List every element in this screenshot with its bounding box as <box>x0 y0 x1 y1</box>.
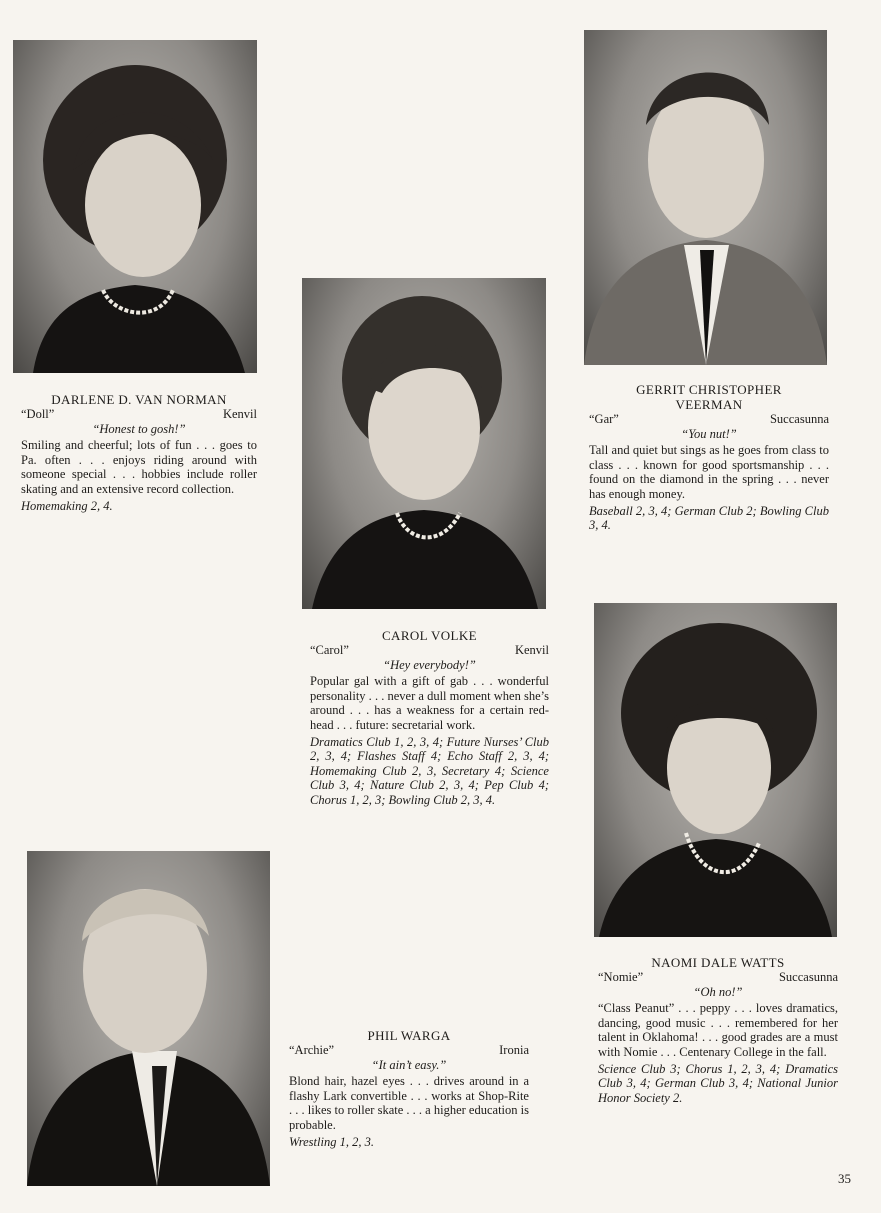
student-town: Ironia <box>499 1043 529 1057</box>
page-number: 35 <box>838 1171 851 1186</box>
student-activities: Homemaking 2, 4. <box>21 498 113 513</box>
student-motto: “You nut!” <box>681 426 737 441</box>
student-motto: “It ain’t easy.” <box>371 1057 447 1072</box>
student-activities: Baseball 2, 3, 4; German Club 2; Bowling Club 3, 4. <box>589 503 829 533</box>
student-nickname: “Gar” <box>589 412 619 426</box>
student-entry-darlene <box>21 392 257 513</box>
student-entry-naomi <box>598 955 838 1105</box>
student-motto: “Oh no!” <box>693 984 743 999</box>
student-bio: Blond hair, hazel eyes . . . drives around in a flashy Lark convertible . . . works at Shop-Rite . . . likes to roller skate . . . a higher education is probable. <box>289 1074 529 1132</box>
student-name: CAROL VOLKE <box>381 628 478 643</box>
student-town: Succasunna <box>778 970 838 984</box>
student-activities: Dramatics Club 1, 2, 3, 4; Future Nurses’ Club 2, 3, 4; Flashes Staff 4; Echo Staff 2, 3, 4; Homemaking Club 2, 3, Secretary 4; Science Club 3, 4; Nature Club 2, 3, 4; Pep Club 4; Chorus 1, 2, 3; Bowling Club 2, 3, 4. <box>310 734 549 807</box>
student-name: GERRIT CHRISTOPHER VEERMAN <box>636 382 782 412</box>
student-activities: Science Club 3; Chorus 1, 2, 3, 4; Dramatics Club 3, 4; German Club 3, 4; National Junior Honor Society 2. <box>598 1061 838 1105</box>
student-name: NAOMI DALE WATTS <box>651 955 785 970</box>
student-bio: Tall and quiet but sings as he goes from class to class . . . known for good sportsmanship . . . found on the diamond in the spring . . . never has enough money. <box>589 443 829 501</box>
student-entry-phil <box>289 1028 529 1149</box>
student-motto: “Honest to gosh!” <box>92 421 186 436</box>
student-activities: Wrestling 1, 2, 3. <box>289 1134 374 1149</box>
portrait-photo-darlene <box>13 40 257 373</box>
student-nickname: “Archie” <box>289 1043 335 1057</box>
student-name: PHIL WARGA <box>367 1028 451 1043</box>
student-nickname: “Doll” <box>21 407 55 421</box>
student-bio: Smiling and cheerful; lots of fun . . . goes to Pa. often . . . enjoys riding around with someone special . . . hobbies include roller skating and an extensive record collection. <box>21 438 257 496</box>
student-town: Kenvil <box>514 643 549 657</box>
student-nickname: “Carol” <box>310 643 349 657</box>
student-bio: “Class Peanut” . . . peppy . . . loves dramatics, dancing, good music . . . remembered for her talent in Oklahoma! . . . good grades are a must with Nomie . . . Centenary College in the fall. <box>598 1001 838 1059</box>
student-entry-carol <box>310 628 549 808</box>
portrait-photo-phil <box>27 851 270 1186</box>
student-nickname: “Nomie” <box>598 970 644 984</box>
portrait-photo-carol <box>302 278 546 609</box>
portrait-photo-gerrit <box>584 30 827 365</box>
student-bio: Popular gal with a gift of gab . . . wonderful personality . . . never a dull moment when she’s around . . . has a weakness for a certain red-head . . . future: secretarial work. <box>310 674 549 732</box>
student-entry-gerrit <box>589 382 829 533</box>
student-town: Kenvil <box>222 407 257 421</box>
portrait-photo-naomi <box>594 603 837 937</box>
student-name: DARLENE D. VAN NORMAN <box>51 392 227 407</box>
student-motto: “Hey everybody!” <box>383 657 476 672</box>
student-town: Succasunna <box>769 412 829 426</box>
